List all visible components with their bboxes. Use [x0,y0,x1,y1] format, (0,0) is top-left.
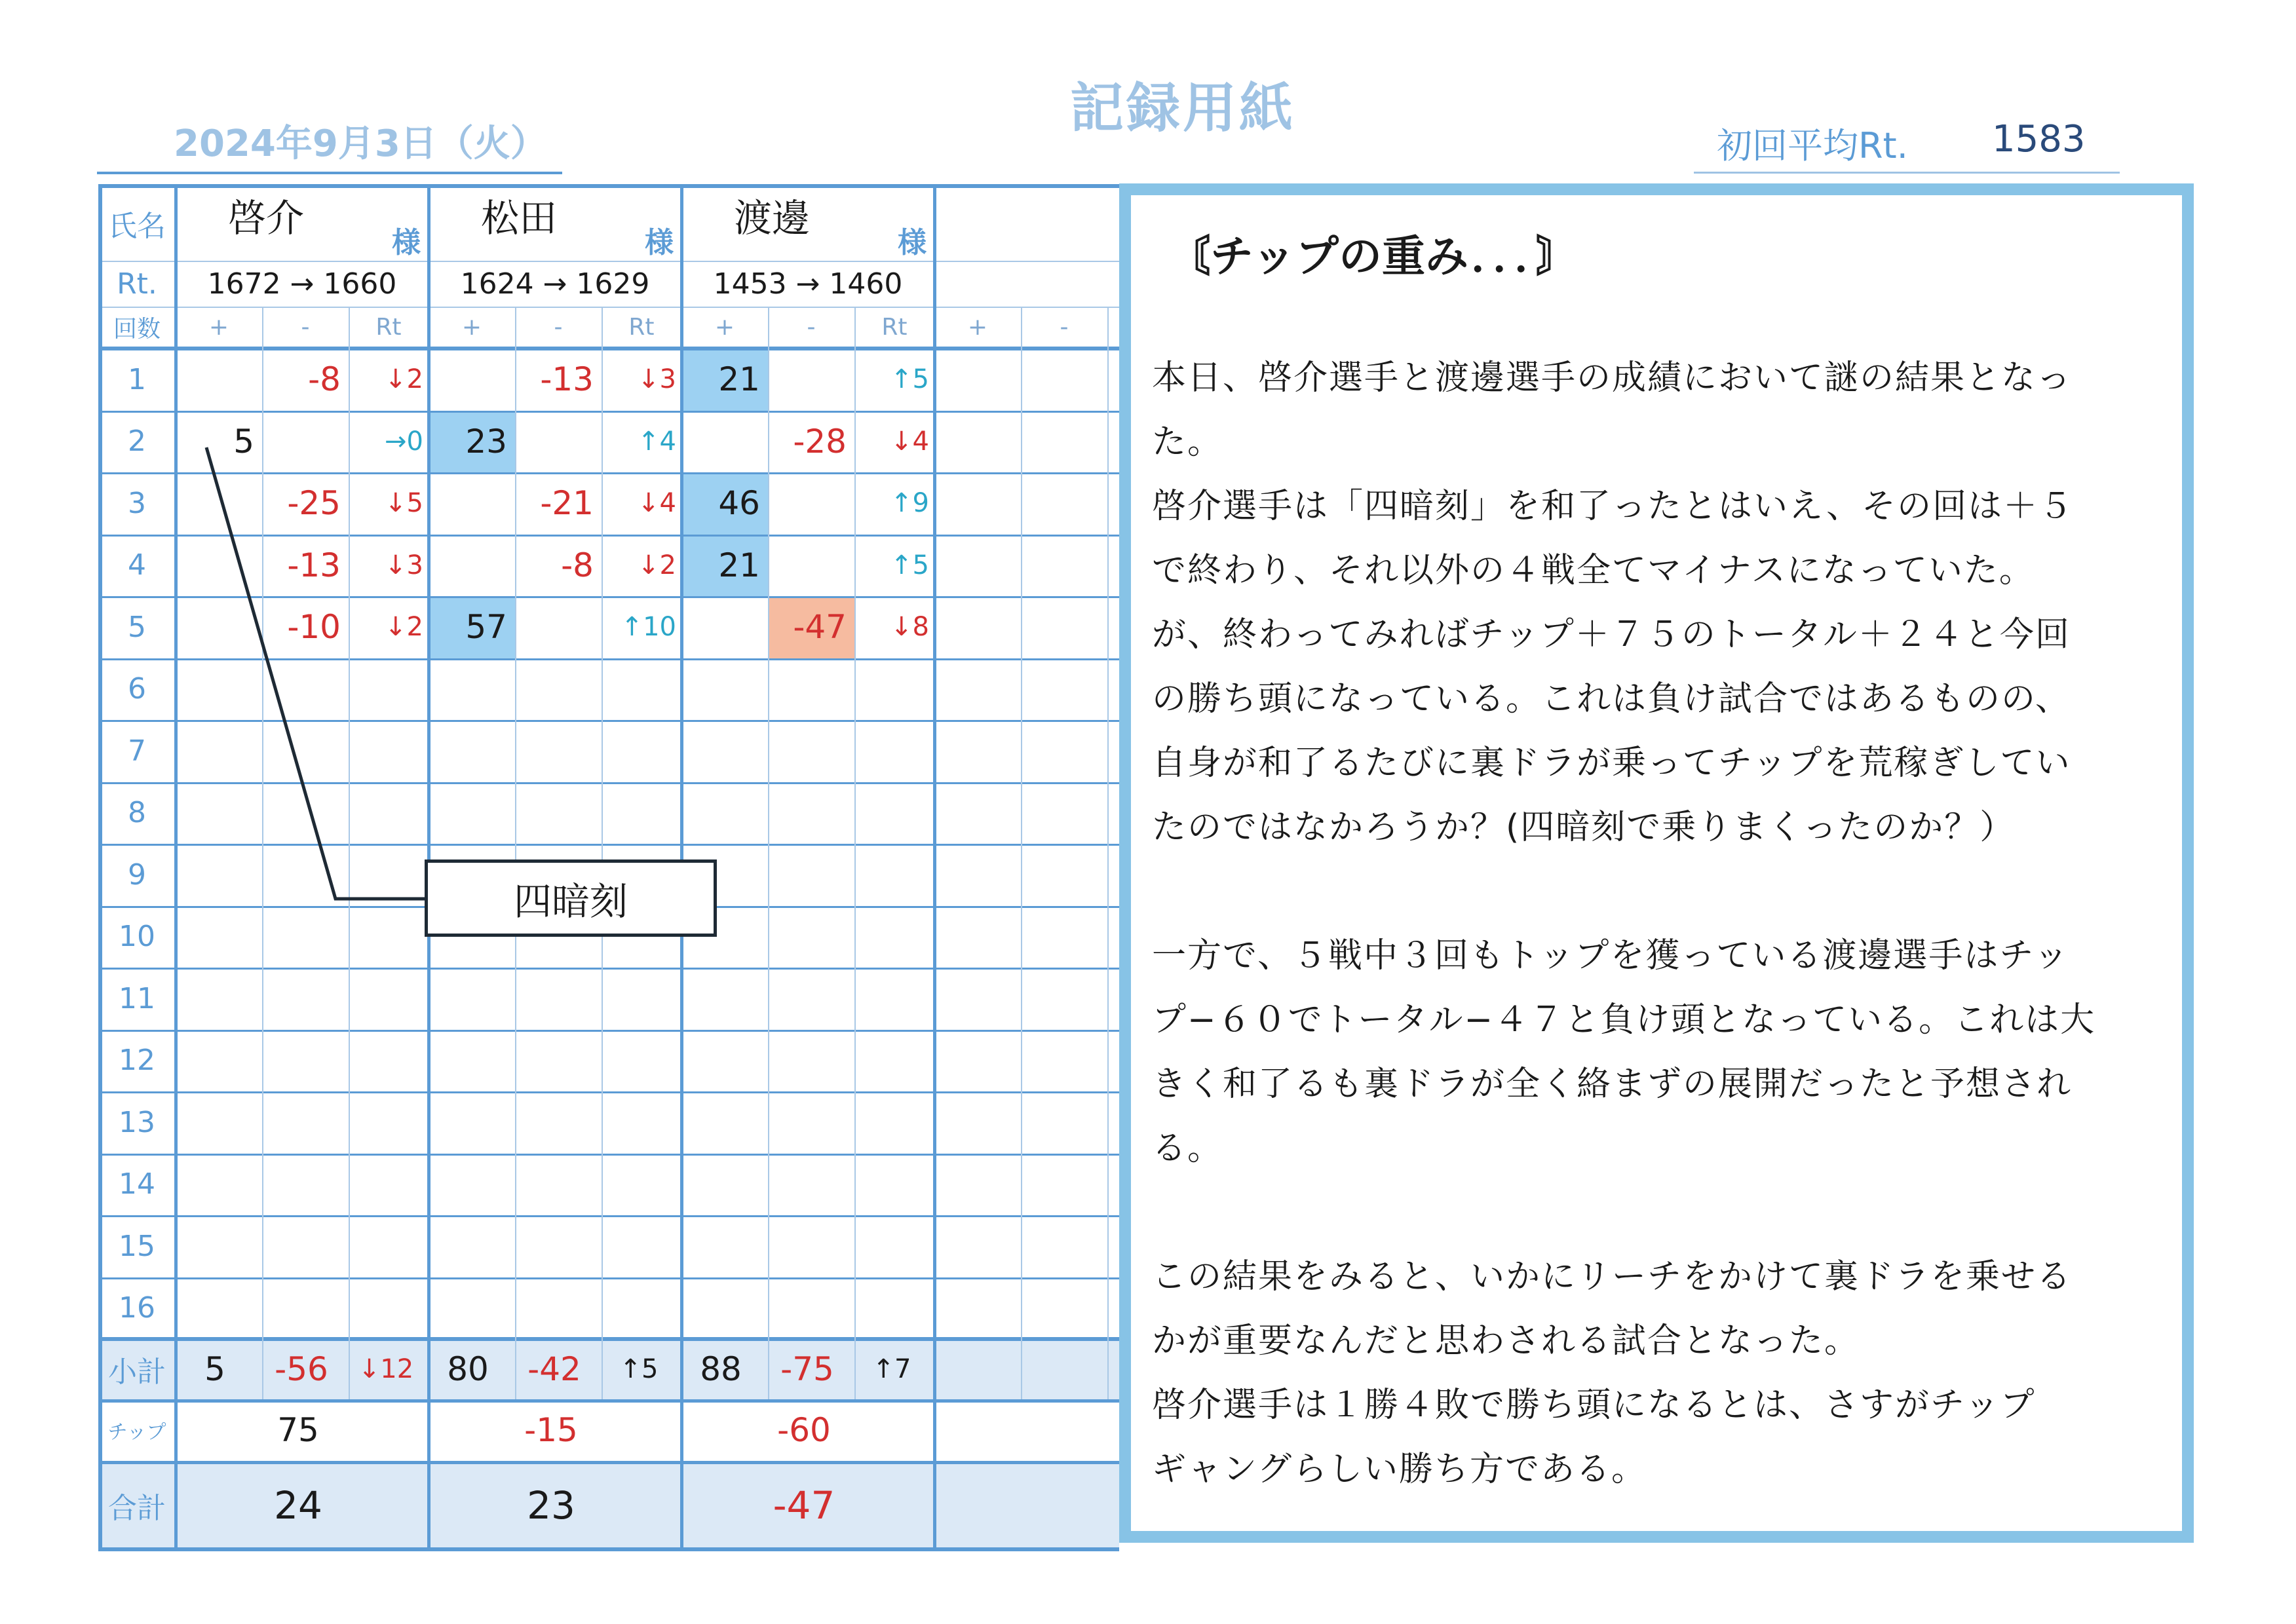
rating-delta: ↓2 [638,550,676,580]
subtotal-minus: -42 [527,1350,581,1388]
rating-change: 1624 → 1629 [460,267,650,301]
commentary-line: た。 [1152,423,1223,462]
subtotal-rating-delta: ↑7 [872,1354,911,1384]
grid-line [98,1461,1119,1464]
score-minus: -8 [561,546,594,584]
subtotal-plus: 88 [700,1350,742,1388]
subtotal-minus: -75 [780,1350,834,1388]
grid-line [1107,307,1109,1399]
round-number: 6 [128,672,146,706]
score-minus: -25 [287,484,341,523]
column-header-minus: - [301,313,310,341]
round-number: 13 [119,1105,155,1139]
grid-line [933,186,936,1549]
score-plus: 5 [233,422,254,461]
grid-line [98,1277,1119,1279]
total-row-label: 合計 [108,1491,166,1525]
rating-delta: →0 [385,426,423,457]
round-number: 5 [128,610,146,644]
round-number: 15 [119,1229,155,1263]
callout-box: 四暗刻 [425,859,717,937]
commentary-line: この結果をみると、いかにリーチをかけて裏ドラを乗せる [1152,1257,2073,1296]
rating-delta: ↓5 [385,488,423,519]
callout-leader-line [0,0,786,983]
column-header-minus: - [1060,313,1069,341]
score-minus: -10 [287,608,341,647]
rating-delta: ↓4 [638,488,676,519]
commentary-line: きく和了るも裏ドラが全く絡まずの展開だったと予想され [1152,1065,2073,1104]
rating-delta: ↓3 [638,364,676,395]
score-minus: -8 [308,360,341,399]
commentary-line: プ−６０でトータル−４７と負け頭となっている。これは大 [1152,1000,2096,1040]
chip-value: -60 [777,1411,831,1449]
rating-delta: ↑5 [890,364,929,395]
subtotal-plus: 5 [204,1350,225,1388]
rating-delta: ↓2 [385,612,423,643]
honorific-label: 様 [392,226,421,259]
rating-delta: ↓3 [385,550,423,580]
round-number: 3 [128,486,146,520]
column-header-plus: + [208,313,229,341]
commentary-title: 〘チップの重み．．．〙 [1167,231,1579,282]
score-minus: -13 [287,546,341,584]
rating-delta: ↑4 [638,426,676,457]
column-header-rt: Rt [881,313,908,341]
page-title: 記録用紙 [1069,77,1295,140]
chip-value: -15 [524,1411,578,1449]
round-number: 16 [119,1291,155,1325]
score-minus: -21 [540,484,594,523]
subtotal-rating-delta: ↑5 [619,1354,659,1384]
score-minus: -13 [540,360,594,399]
subtotal-plus: 80 [447,1350,489,1388]
commentary-line: たのではなかろうか？(四暗刻で乗りまくったのか？） [1152,808,2016,847]
commentary-line: が、終わってみればチップ＋７５のトータル＋２４と今回 [1152,615,2071,654]
score-plus: 23 [429,411,515,473]
commentary-line: で終わり、それ以外の４戦全てマイナスになっていた。 [1152,551,2035,590]
total-value: 24 [274,1482,322,1528]
column-header-rt: Rt [375,313,402,341]
round-number: 4 [128,548,146,582]
round-number: 9 [128,858,146,892]
grid-line [98,1337,1119,1341]
grid-line [98,1091,1119,1093]
grid-line [98,1030,1119,1032]
player-name: 松田 [481,196,558,240]
subtotal-rating-delta: ↓12 [358,1354,414,1384]
total-value: 23 [527,1482,575,1528]
score-plus: 21 [681,349,768,411]
commentary-line: の勝ち頭になっている。これは負け試合ではあるものの、 [1152,679,2071,719]
commentary-line [1152,1180,2174,1245]
column-header-plus: + [461,313,482,341]
grid-line [98,1215,1119,1217]
commentary-body [1152,346,2174,1501]
rating-row-label: Rt. [117,267,157,301]
commentary-line: 本日、啓介選手と渡邊選手の成績において謎の結果となっ [1152,358,2073,398]
rating-delta: ↑5 [890,550,929,580]
round-number: 12 [119,1044,155,1078]
honorific-label: 様 [898,226,927,259]
commentary-line: 啓介選手は「四暗刻」を和了ったとはいえ、その回は＋５ [1152,487,2075,526]
round-number: 2 [128,425,146,459]
grid-line [854,307,856,1399]
grid-line [98,1154,1119,1156]
rating-change: 1672 → 1660 [207,267,397,301]
total-value: -47 [773,1482,835,1528]
column-header-rt: Rt [628,313,655,341]
rating-delta: ↑9 [890,488,929,519]
commentary-line [1152,859,2174,924]
score-plus: 21 [681,535,768,597]
rating-delta: ↓4 [890,426,929,457]
score-plus: 57 [429,596,515,658]
chip-row-label: チップ [107,1421,166,1444]
round-number: 8 [128,796,146,830]
subtotal-minus: -56 [275,1350,328,1388]
rounds-row-label: 回数 [113,315,161,343]
commentary-line: 啓介選手は１勝４敗で勝ち頭になるとは、さすがチップ [1152,1386,2036,1425]
player-name: 渡邊 [734,196,811,240]
average-rating-value: 1583 [1992,118,2086,161]
rating-change: 1453 → 1460 [713,267,903,301]
grid-line [98,1399,1119,1403]
round-number: 1 [128,362,146,396]
grid-line [1021,307,1022,1399]
column-header-minus: - [554,313,563,341]
rating-delta: ↓2 [385,364,423,395]
score-minus: -47 [768,596,854,658]
commentary-line: る。 [1152,1129,1223,1168]
grid-line [98,1547,1119,1551]
commentary-line: かが重要なんだと思わされる試合となった。 [1152,1321,1860,1361]
average-rating-label: 初回平均Rt. [1717,125,1908,166]
commentary-line: 一方で、５戦中３回もトップを獲っている渡邊選手はチッ [1152,936,2069,975]
column-header-plus: + [714,313,735,341]
rating-delta: ↑10 [621,612,676,643]
honorific-label: 様 [645,226,674,259]
score-minus: -28 [793,422,847,461]
score-plus: 46 [681,472,768,535]
date-label: 2024年9月3日（火） [174,123,547,165]
commentary-line: 自身が和了るたびに裏ドラが乗ってチップを荒稼ぎしてい [1152,744,2071,783]
commentary-panel [1119,183,2194,1543]
column-header-plus: + [967,313,988,341]
round-number: 7 [128,734,146,768]
column-header-minus: - [807,313,816,341]
round-number: 11 [119,981,155,1015]
round-number: 14 [119,1167,155,1201]
rating-delta: ↓8 [890,612,929,643]
subtotal-row-label: 小計 [108,1355,166,1389]
name-row-label: 氏名 [108,210,166,243]
round-number: 10 [119,920,155,954]
player-name: 啓介 [228,196,305,240]
commentary-line: ギャングらしい勝ち方である。 [1152,1450,1647,1489]
chip-value: 75 [277,1411,319,1449]
